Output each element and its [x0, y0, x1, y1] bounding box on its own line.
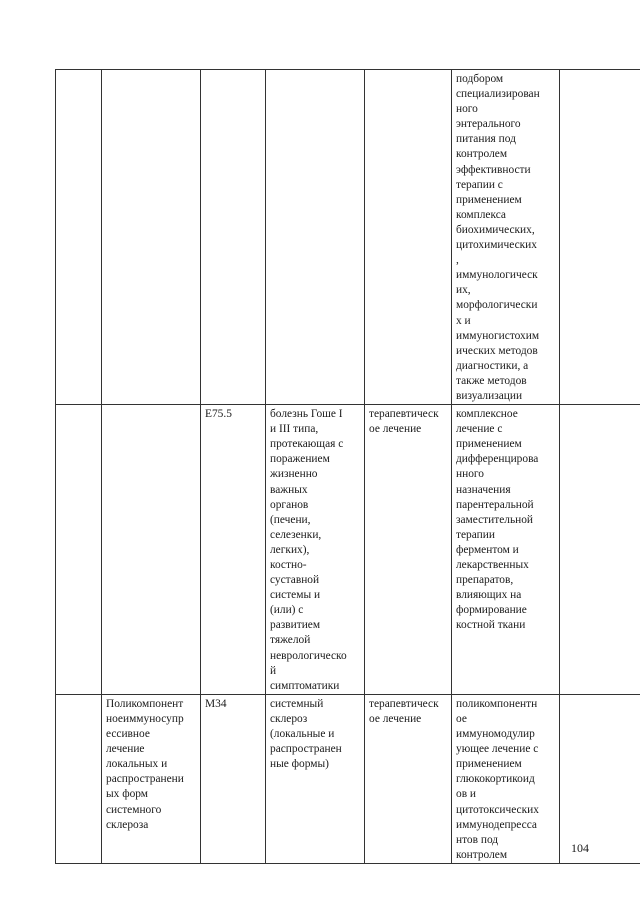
table-cell-index [56, 405, 102, 695]
table-cell-patient-model: системный склероз (локальные и распространен ные формы) [266, 694, 365, 863]
table-row [56, 405, 640, 695]
table-cell-treatment-kind [365, 70, 452, 405]
table-cell-treatment-method: подбором специализирован ного энтерального питания под контролем эффективности терапии с применением комплекса биохимических, цитохимических , иммунологическ их, морфологически х и иммуногистохим ических методов диагностики, а также методов визуализации [452, 70, 560, 405]
page-number: 104 [571, 841, 589, 855]
table-cell-treatment-method: комплексное лечение с применением дифференцирова нного назначения парентеральной заместительной терапии ферментом и лекарственных препаратов, влияющих на формирование костной ткани [452, 405, 560, 695]
table-cell-index [56, 694, 102, 863]
table-cell-treatment-kind: терапевтическ ое лечение [365, 405, 452, 695]
table-cell-icd-code [201, 70, 266, 405]
table-cell-index [56, 70, 102, 405]
table-cell-patient-model [266, 70, 365, 405]
table-cell-treatment-type [102, 70, 201, 405]
table-cell-treatment-type: Поликомпонент ноеиммуносупр ессивное лечение локальных и распространени ых форм системного склероза [102, 694, 201, 863]
table-cell-treatment-method: поликомпонентн ое иммуномодулир ующее лечение с применением глюкокортикоид ов и цитотоксических иммунодепресса нтов под контролем [452, 694, 560, 863]
table-cell-treatment-kind: терапевтическ ое лечение [365, 694, 452, 863]
table-row [56, 694, 640, 863]
table-cell-icd-code: E75.5 [201, 405, 266, 695]
table-cell-icd-code: M34 [201, 694, 266, 863]
table-cell-treatment-type [102, 405, 201, 695]
table-cell-extra [560, 405, 640, 695]
procedures-table [55, 69, 640, 864]
table-cell-extra [560, 70, 640, 405]
table-cell-extra [560, 694, 640, 863]
table-row [56, 70, 640, 405]
table-cell-patient-model: болезнь Гоше I и III типа, протекающая с поражением жизненно важных органов (печени, селезенки, легких), костно- суставной системы и (или) с развитием тяжелой неврологическо й симптоматики [266, 405, 365, 695]
